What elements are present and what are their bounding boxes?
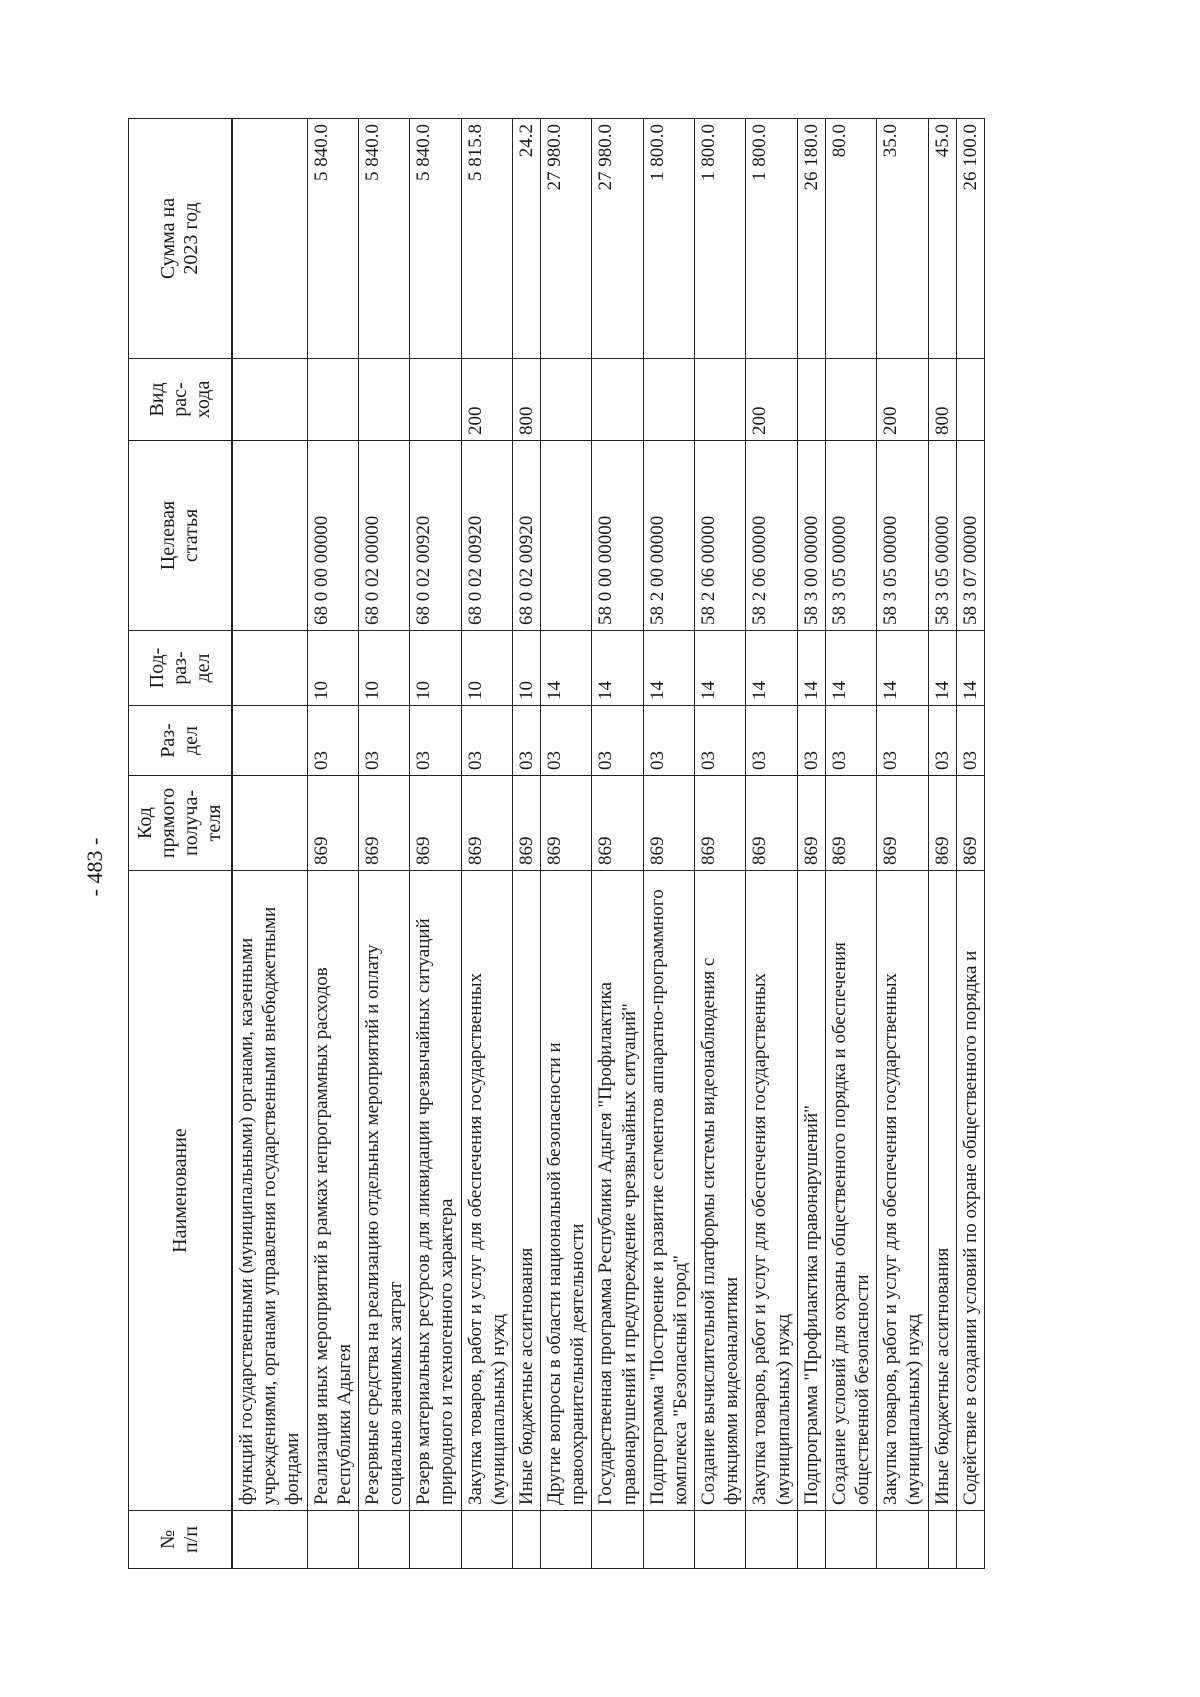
header-line: раз-: [168, 651, 191, 685]
row-subsection: 14: [695, 631, 746, 706]
row-expense-type: [410, 359, 461, 441]
row-section: 03: [358, 706, 409, 776]
row-name: Содействие в создании условий по охране общественного порядка и: [956, 871, 984, 1511]
row-recipient-code: [232, 776, 307, 871]
row-subsection: 10: [410, 631, 461, 706]
row-section: 03: [746, 706, 797, 776]
row-name: Другие вопросы в области национальной безопасности и правоохранительной деятельности: [541, 871, 592, 1511]
header-line: Под-: [145, 647, 168, 689]
row-target-article: [541, 441, 592, 631]
row-expense-type: [592, 359, 643, 441]
row-section: 03: [956, 706, 984, 776]
row-expense-type: 200: [877, 359, 928, 441]
row-number: [512, 1511, 540, 1569]
row-section: 03: [825, 706, 876, 776]
row-amount: 27 980.0: [541, 119, 592, 359]
table-row: [592, 119, 643, 1569]
row-subsection: 14: [592, 631, 643, 706]
row-target-article: 58 3 05 00000: [928, 441, 956, 631]
row-expense-type: [541, 359, 592, 441]
row-amount: 26 180.0: [797, 119, 825, 359]
row-number: [928, 1511, 956, 1569]
row-expense-type: [797, 359, 825, 441]
header-line: рас-: [168, 382, 191, 417]
row-expense-type: 200: [461, 359, 512, 441]
row-subsection: [232, 631, 307, 706]
row-subsection: 14: [643, 631, 694, 706]
row-number: [410, 1511, 461, 1569]
row-number: [592, 1511, 643, 1569]
row-subsection: 14: [825, 631, 876, 706]
row-expense-type: [232, 359, 307, 441]
row-recipient-code: 869: [695, 776, 746, 871]
header-line: п/п: [180, 1526, 202, 1553]
header-code: [129, 776, 233, 871]
row-target-article: 58 0 00 00000: [592, 441, 643, 631]
row-recipient-code: 869: [797, 776, 825, 871]
row-expense-type: [643, 359, 694, 441]
row-section: 03: [643, 706, 694, 776]
row-number: [461, 1511, 512, 1569]
row-amount: 1 800.0: [746, 119, 797, 359]
row-name: Иные бюджетные ассигнования: [928, 871, 956, 1511]
row-subsection: 10: [358, 631, 409, 706]
row-subsection: 14: [928, 631, 956, 706]
row-target-article: 58 3 07 00000: [956, 441, 984, 631]
row-recipient-code: 869: [358, 776, 409, 871]
row-expense-type: [825, 359, 876, 441]
row-recipient-code: 869: [956, 776, 984, 871]
row-target-article: 68 0 02 00920: [461, 441, 512, 631]
row-recipient-code: 869: [410, 776, 461, 871]
row-name: функций государственными (муниципальными) органами, казенными учреждениями, органами управления государственными внебюджетными фондами: [232, 871, 307, 1511]
header-line: Наименование: [168, 1128, 191, 1253]
table-row: [797, 119, 825, 1569]
table-row: [461, 119, 512, 1569]
row-number: [358, 1511, 409, 1569]
row-recipient-code: 869: [541, 776, 592, 871]
row-number: [797, 1511, 825, 1569]
row-target-article: 58 2 06 00000: [746, 441, 797, 631]
row-number: [232, 1511, 307, 1569]
row-name: Подпрограмма "Профилактика правонарушений": [797, 871, 825, 1511]
row-target-article: 58 3 05 00000: [825, 441, 876, 631]
row-name: Закупка товаров, работ и услуг для обеспечения государственных (муниципальных) нужд: [746, 871, 797, 1511]
row-number: [825, 1511, 876, 1569]
row-amount: [232, 119, 307, 359]
row-amount: 5 840.0: [307, 119, 358, 359]
table-row: [358, 119, 409, 1569]
row-section: 03: [928, 706, 956, 776]
row-amount: 27 980.0: [592, 119, 643, 359]
table-row: [746, 119, 797, 1569]
row-recipient-code: 869: [877, 776, 928, 871]
table-row: [307, 119, 358, 1569]
row-expense-type: [695, 359, 746, 441]
row-recipient-code: 869: [825, 776, 876, 871]
row-number: [956, 1511, 984, 1569]
table-row: [410, 119, 461, 1569]
header-razdel: [129, 706, 233, 776]
header-summa: [129, 119, 233, 359]
table-row: [695, 119, 746, 1569]
header-num: [129, 1511, 233, 1569]
row-name: Создание условий для охраны общественного порядка и обеспечения общественной безопасности: [825, 871, 876, 1511]
row-number: [746, 1511, 797, 1569]
row-section: 03: [695, 706, 746, 776]
table-body: [232, 119, 984, 1569]
row-name: Подпрограмма "Построение и развитие сегментов аппаратно-программного комплекса "Безопасный город": [643, 871, 694, 1511]
row-subsection: 10: [307, 631, 358, 706]
row-number: [877, 1511, 928, 1569]
row-expense-type: 800: [928, 359, 956, 441]
row-name: Закупка товаров, работ и услуг для обеспечения государственных (муниципальных) нужд: [461, 871, 512, 1511]
row-subsection: 14: [877, 631, 928, 706]
row-amount: 24.2: [512, 119, 540, 359]
row-amount: 35.0: [877, 119, 928, 359]
row-amount: 26 100.0: [956, 119, 984, 359]
header-line: №: [157, 1529, 179, 1550]
row-amount: 5 840.0: [410, 119, 461, 359]
row-number: [307, 1511, 358, 1569]
header-line: хода: [191, 380, 214, 419]
row-section: [232, 706, 307, 776]
table-row: [956, 119, 984, 1569]
table-row: [643, 119, 694, 1569]
header-line: 2023 год: [180, 202, 202, 275]
row-number: [695, 1511, 746, 1569]
header-line: Раз-: [157, 723, 179, 758]
budget-table: [128, 118, 985, 1569]
row-section: 03: [541, 706, 592, 776]
header-statya: [129, 441, 233, 631]
header-line: дел: [180, 725, 202, 756]
row-number: [541, 1511, 592, 1569]
header-vid: [129, 359, 233, 441]
table-row: [541, 119, 592, 1569]
row-subsection: 10: [512, 631, 540, 706]
row-section: 03: [797, 706, 825, 776]
row-name: Резервные средства на реализацию отдельных мероприятий и оплату социально значимых затрат: [358, 871, 409, 1511]
header-podrazdel: [129, 631, 233, 706]
row-expense-type: [956, 359, 984, 441]
row-amount: 1 800.0: [643, 119, 694, 359]
page-number: - 483 -: [82, 837, 107, 897]
header-line: Вид: [145, 382, 168, 417]
header-line: получа-: [180, 790, 202, 857]
row-recipient-code: 869: [512, 776, 540, 871]
row-name: Закупка товаров, работ и услуг для обеспечения государственных (муниципальных) нужд: [877, 871, 928, 1511]
row-section: 03: [307, 706, 358, 776]
row-name: Государственная программа Республики Адыгея "Профилактика правонарушений и предупреждение чрезвычайных ситуаций": [592, 871, 643, 1511]
row-target-article: 68 0 02 00920: [512, 441, 540, 631]
row-section: 03: [410, 706, 461, 776]
row-expense-type: 800: [512, 359, 540, 441]
row-recipient-code: 869: [928, 776, 956, 871]
row-target-article: 68 0 00 00000: [307, 441, 358, 631]
row-recipient-code: 869: [592, 776, 643, 871]
row-subsection: 14: [797, 631, 825, 706]
row-name: Реализация иных мероприятий в рамках непрограммных расходов Республики Адыгея: [307, 871, 358, 1511]
row-amount: 45.0: [928, 119, 956, 359]
header-line: Сумма на: [157, 197, 179, 280]
table-row: [928, 119, 956, 1569]
header-name: [129, 871, 233, 1511]
row-recipient-code: 869: [746, 776, 797, 871]
row-target-article: 68 0 02 00000: [358, 441, 409, 631]
row-section: 03: [877, 706, 928, 776]
header-line: статья: [180, 508, 202, 563]
row-target-article: 58 2 00 00000: [643, 441, 694, 631]
header-line: дел: [191, 653, 214, 683]
row-recipient-code: 869: [643, 776, 694, 871]
row-target-article: 68 0 02 00920: [410, 441, 461, 631]
row-target-article: 58 2 06 00000: [695, 441, 746, 631]
table-row: [825, 119, 876, 1569]
row-subsection: 14: [956, 631, 984, 706]
row-section: 03: [592, 706, 643, 776]
row-subsection: 14: [746, 631, 797, 706]
header-line: прямого: [157, 787, 179, 859]
row-name: Создание вычислительной платформы системы видеонаблюдения с функциями видеоаналитики: [695, 871, 746, 1511]
row-amount: 5 840.0: [358, 119, 409, 359]
row-amount: 80.0: [825, 119, 876, 359]
table-header: [129, 119, 233, 1569]
table-row: [232, 119, 307, 1569]
row-subsection: 14: [541, 631, 592, 706]
row-recipient-code: 869: [307, 776, 358, 871]
row-target-article: 58 3 05 00000: [877, 441, 928, 631]
row-section: 03: [461, 706, 512, 776]
header-line: Целевая: [157, 500, 179, 571]
row-name: Резерв материальных ресурсов для ликвидации чрезвычайных ситуаций природного и техногенного характера: [410, 871, 461, 1511]
row-target-article: 58 3 00 00000: [797, 441, 825, 631]
table-row: [877, 119, 928, 1569]
row-amount: 5 815.8: [461, 119, 512, 359]
row-expense-type: [307, 359, 358, 441]
row-subsection: 10: [461, 631, 512, 706]
row-name: Иные бюджетные ассигнования: [512, 871, 540, 1511]
row-section: 03: [512, 706, 540, 776]
row-recipient-code: 869: [461, 776, 512, 871]
header-line: Код: [134, 807, 156, 839]
header-line: теля: [203, 804, 225, 842]
row-amount: 1 800.0: [695, 119, 746, 359]
row-target-article: [232, 441, 307, 631]
table-row: [512, 119, 540, 1569]
row-number: [643, 1511, 694, 1569]
row-expense-type: [358, 359, 409, 441]
row-expense-type: 200: [746, 359, 797, 441]
